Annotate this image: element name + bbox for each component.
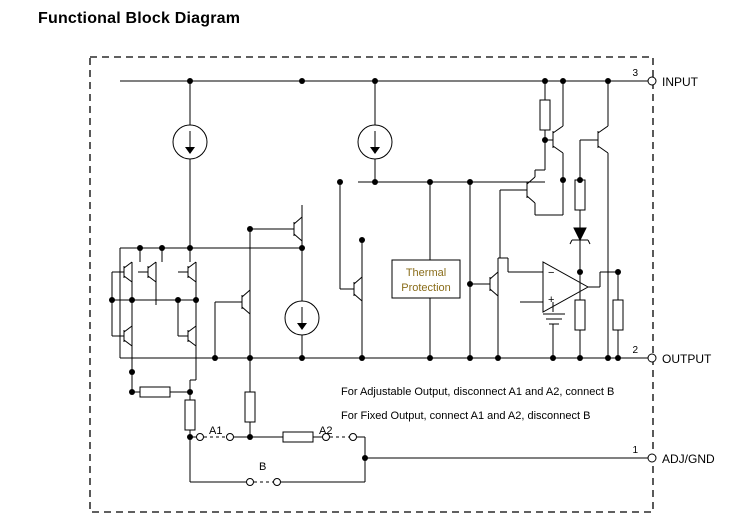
resistor-left: [140, 387, 170, 397]
pin-terminal-adj: [648, 454, 656, 462]
page-title: Functional Block Diagram: [38, 10, 241, 27]
pin-terminal-input: [648, 77, 656, 85]
switch-a1-terminal-left: [197, 434, 204, 441]
pin-label-output: OUTPUT: [662, 352, 712, 366]
resistor-right-top: [540, 100, 550, 130]
pin-label-adj: ADJ/GND: [662, 452, 715, 466]
pin-number-input: 3: [632, 68, 638, 79]
resistor-adj-2: [245, 392, 255, 422]
resistor-fb-2: [613, 300, 623, 330]
switch-a1-terminal-right: [227, 434, 234, 441]
svg-text:−: −: [548, 267, 555, 279]
resistor-fb-1: [575, 300, 585, 330]
switch-b-terminal-right: [274, 479, 281, 486]
svg-text:+: +: [548, 294, 555, 306]
switch-a2-terminal-right: [350, 434, 357, 441]
thermal-protection-label-line1: Thermal: [405, 267, 447, 279]
switch-label-a2: A2: [319, 425, 333, 437]
switch-label-a1: A1: [209, 425, 223, 437]
resistor-mid-bottom: [283, 432, 313, 442]
note-adjustable: For Adjustable Output, disconnect A1 and A2, connect B: [341, 386, 615, 398]
note-fixed: For Fixed Output, connect A1 and A2, disconnect B: [341, 410, 591, 422]
thermal-protection-label-line2: Protection: [401, 282, 451, 294]
switch-label-b: B: [259, 461, 267, 473]
pin-number-output: 2: [632, 345, 638, 356]
zener-diode: [574, 228, 586, 240]
switch-b-terminal-left: [247, 479, 254, 486]
resistor-right-mid: [575, 180, 585, 210]
pin-label-input: INPUT: [662, 75, 698, 89]
pin-number-adj: 1: [632, 445, 638, 456]
resistor-adj-1: [185, 400, 195, 430]
pin-terminal-output: [648, 354, 656, 362]
